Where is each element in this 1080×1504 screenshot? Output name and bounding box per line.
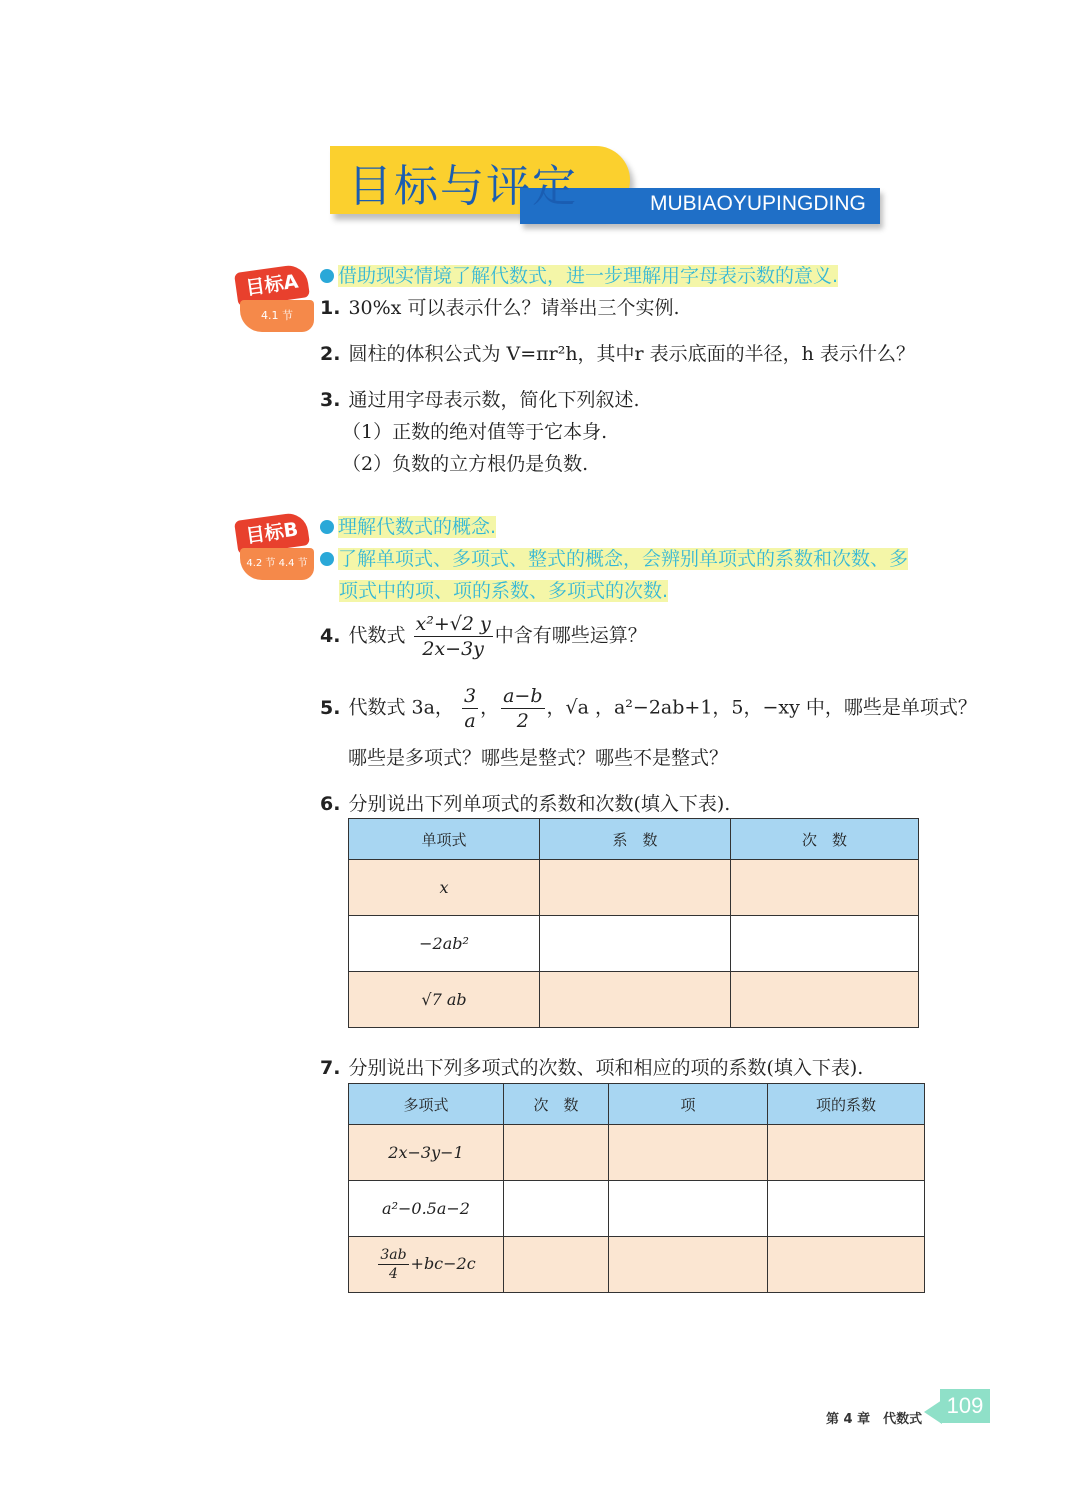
goal-b-text-1: 理解代数式的概念. xyxy=(320,512,496,539)
question-4: 4. 代数式 $\frac{\text{x²+√2 y}}{2x-3y}$ 中含有哪些运算？ xyxy=(320,613,647,660)
question-6: 6. 分别说出下列单项式的系数和次数(填入下表). xyxy=(320,793,731,815)
answer-cell[interactable] xyxy=(540,860,731,916)
header-banner xyxy=(330,146,890,226)
table-header: 次 数 xyxy=(504,1084,609,1125)
page-number: 109 xyxy=(940,1389,990,1423)
q7-fraction: $\frac{3ab}{4}$ xyxy=(380,1247,407,1282)
answer-cell[interactable] xyxy=(504,1237,609,1293)
bullet-icon xyxy=(320,552,334,566)
table-header: 次 数 xyxy=(731,819,919,860)
goal-a-text: 借助现实情境了解代数式，进一步理解用字母表示数的意义. xyxy=(320,261,838,288)
table-header: 单项式 xyxy=(349,819,540,860)
answer-cell[interactable] xyxy=(731,860,919,916)
answer-cell[interactable] xyxy=(504,1125,609,1181)
answer-cell[interactable] xyxy=(768,1125,925,1181)
table-monomials xyxy=(348,818,919,1028)
q5-fraction-2: $\frac{a-b}{2}$ xyxy=(503,685,543,732)
table-header: 系 数 xyxy=(540,819,731,860)
table-polynomials xyxy=(348,1083,925,1293)
question-1: 1. 30%x 可以表示什么？请举出三个实例. xyxy=(320,297,680,319)
table-row: x xyxy=(349,860,919,916)
goal-b-badge xyxy=(236,516,316,588)
table-row: −2ab² xyxy=(349,916,919,972)
goal-b-text-2: 了解单项式、多项式、整式的概念，会辨别单项式的系数和次数、多 xyxy=(320,544,908,571)
question-5: 5. 代数式 3a， $\frac{3}{a}$ ， $\frac{a-b}{2}$ ，√a ，a²−2ab+1，5，−xy 中，哪些是单项式？ xyxy=(320,685,977,732)
goal-b-label: 目标B xyxy=(234,511,310,555)
question-3: 3. 通过用字母表示数，简化下列叙述. xyxy=(320,389,640,411)
answer-cell[interactable] xyxy=(731,916,919,972)
q5-fraction-1: $\frac{3}{a}$ xyxy=(463,685,477,732)
answer-cell[interactable] xyxy=(540,972,731,1028)
goal-b-section: 4.2 节 4.4 节 xyxy=(240,548,314,580)
question-7: 7. 分别说出下列多项式的次数、项和相应的项的系数(填入下表). xyxy=(320,1057,864,1079)
table-row: √7 ab xyxy=(349,972,919,1028)
question-5-line-2: 哪些是多项式？哪些是整式？哪些不是整式？ xyxy=(348,747,729,769)
table-header: 多项式 xyxy=(349,1084,504,1125)
table-header: 项的系数 xyxy=(768,1084,925,1125)
table-row: a²−0.5a−2 xyxy=(349,1181,925,1237)
question-2: 2. 圆柱的体积公式为 V=πr²h，其中r 表示底面的半径，h 表示什么？ xyxy=(320,343,915,365)
answer-cell[interactable] xyxy=(609,1181,768,1237)
goal-b-text-2-cont: 项式中的项、项的系数、多项式的次数. xyxy=(339,580,669,602)
page-subtitle: MUBIAOYUPINGDING xyxy=(650,192,866,215)
answer-cell[interactable] xyxy=(768,1237,925,1293)
footer-chapter: 第 4 章 代数式 xyxy=(826,1412,923,1427)
table-row: $\frac{3ab}{4}$ +bc−2c xyxy=(349,1237,925,1293)
answer-cell[interactable] xyxy=(540,916,731,972)
q4-fraction: $\frac{\text{x²+√2 y}}{2x-3y}$ xyxy=(415,613,491,660)
question-3-sub-1: （1）正数的绝对值等于它本身. xyxy=(342,421,608,443)
page-title: 目标与评定 xyxy=(348,161,578,212)
goal-a-label: 目标A xyxy=(234,263,310,307)
goal-a-section: 4.1 节 xyxy=(240,300,314,332)
answer-cell[interactable] xyxy=(768,1181,925,1237)
answer-cell[interactable] xyxy=(731,972,919,1028)
answer-cell[interactable] xyxy=(504,1181,609,1237)
bullet-icon xyxy=(320,269,334,283)
table-row: 2x−3y−1 xyxy=(349,1125,925,1181)
answer-cell[interactable] xyxy=(609,1125,768,1181)
table-header: 项 xyxy=(609,1084,768,1125)
bullet-icon xyxy=(320,520,334,534)
question-3-sub-2: （2）负数的立方根仍是负数. xyxy=(342,453,589,475)
answer-cell[interactable] xyxy=(609,1237,768,1293)
goal-a-badge xyxy=(236,268,316,340)
